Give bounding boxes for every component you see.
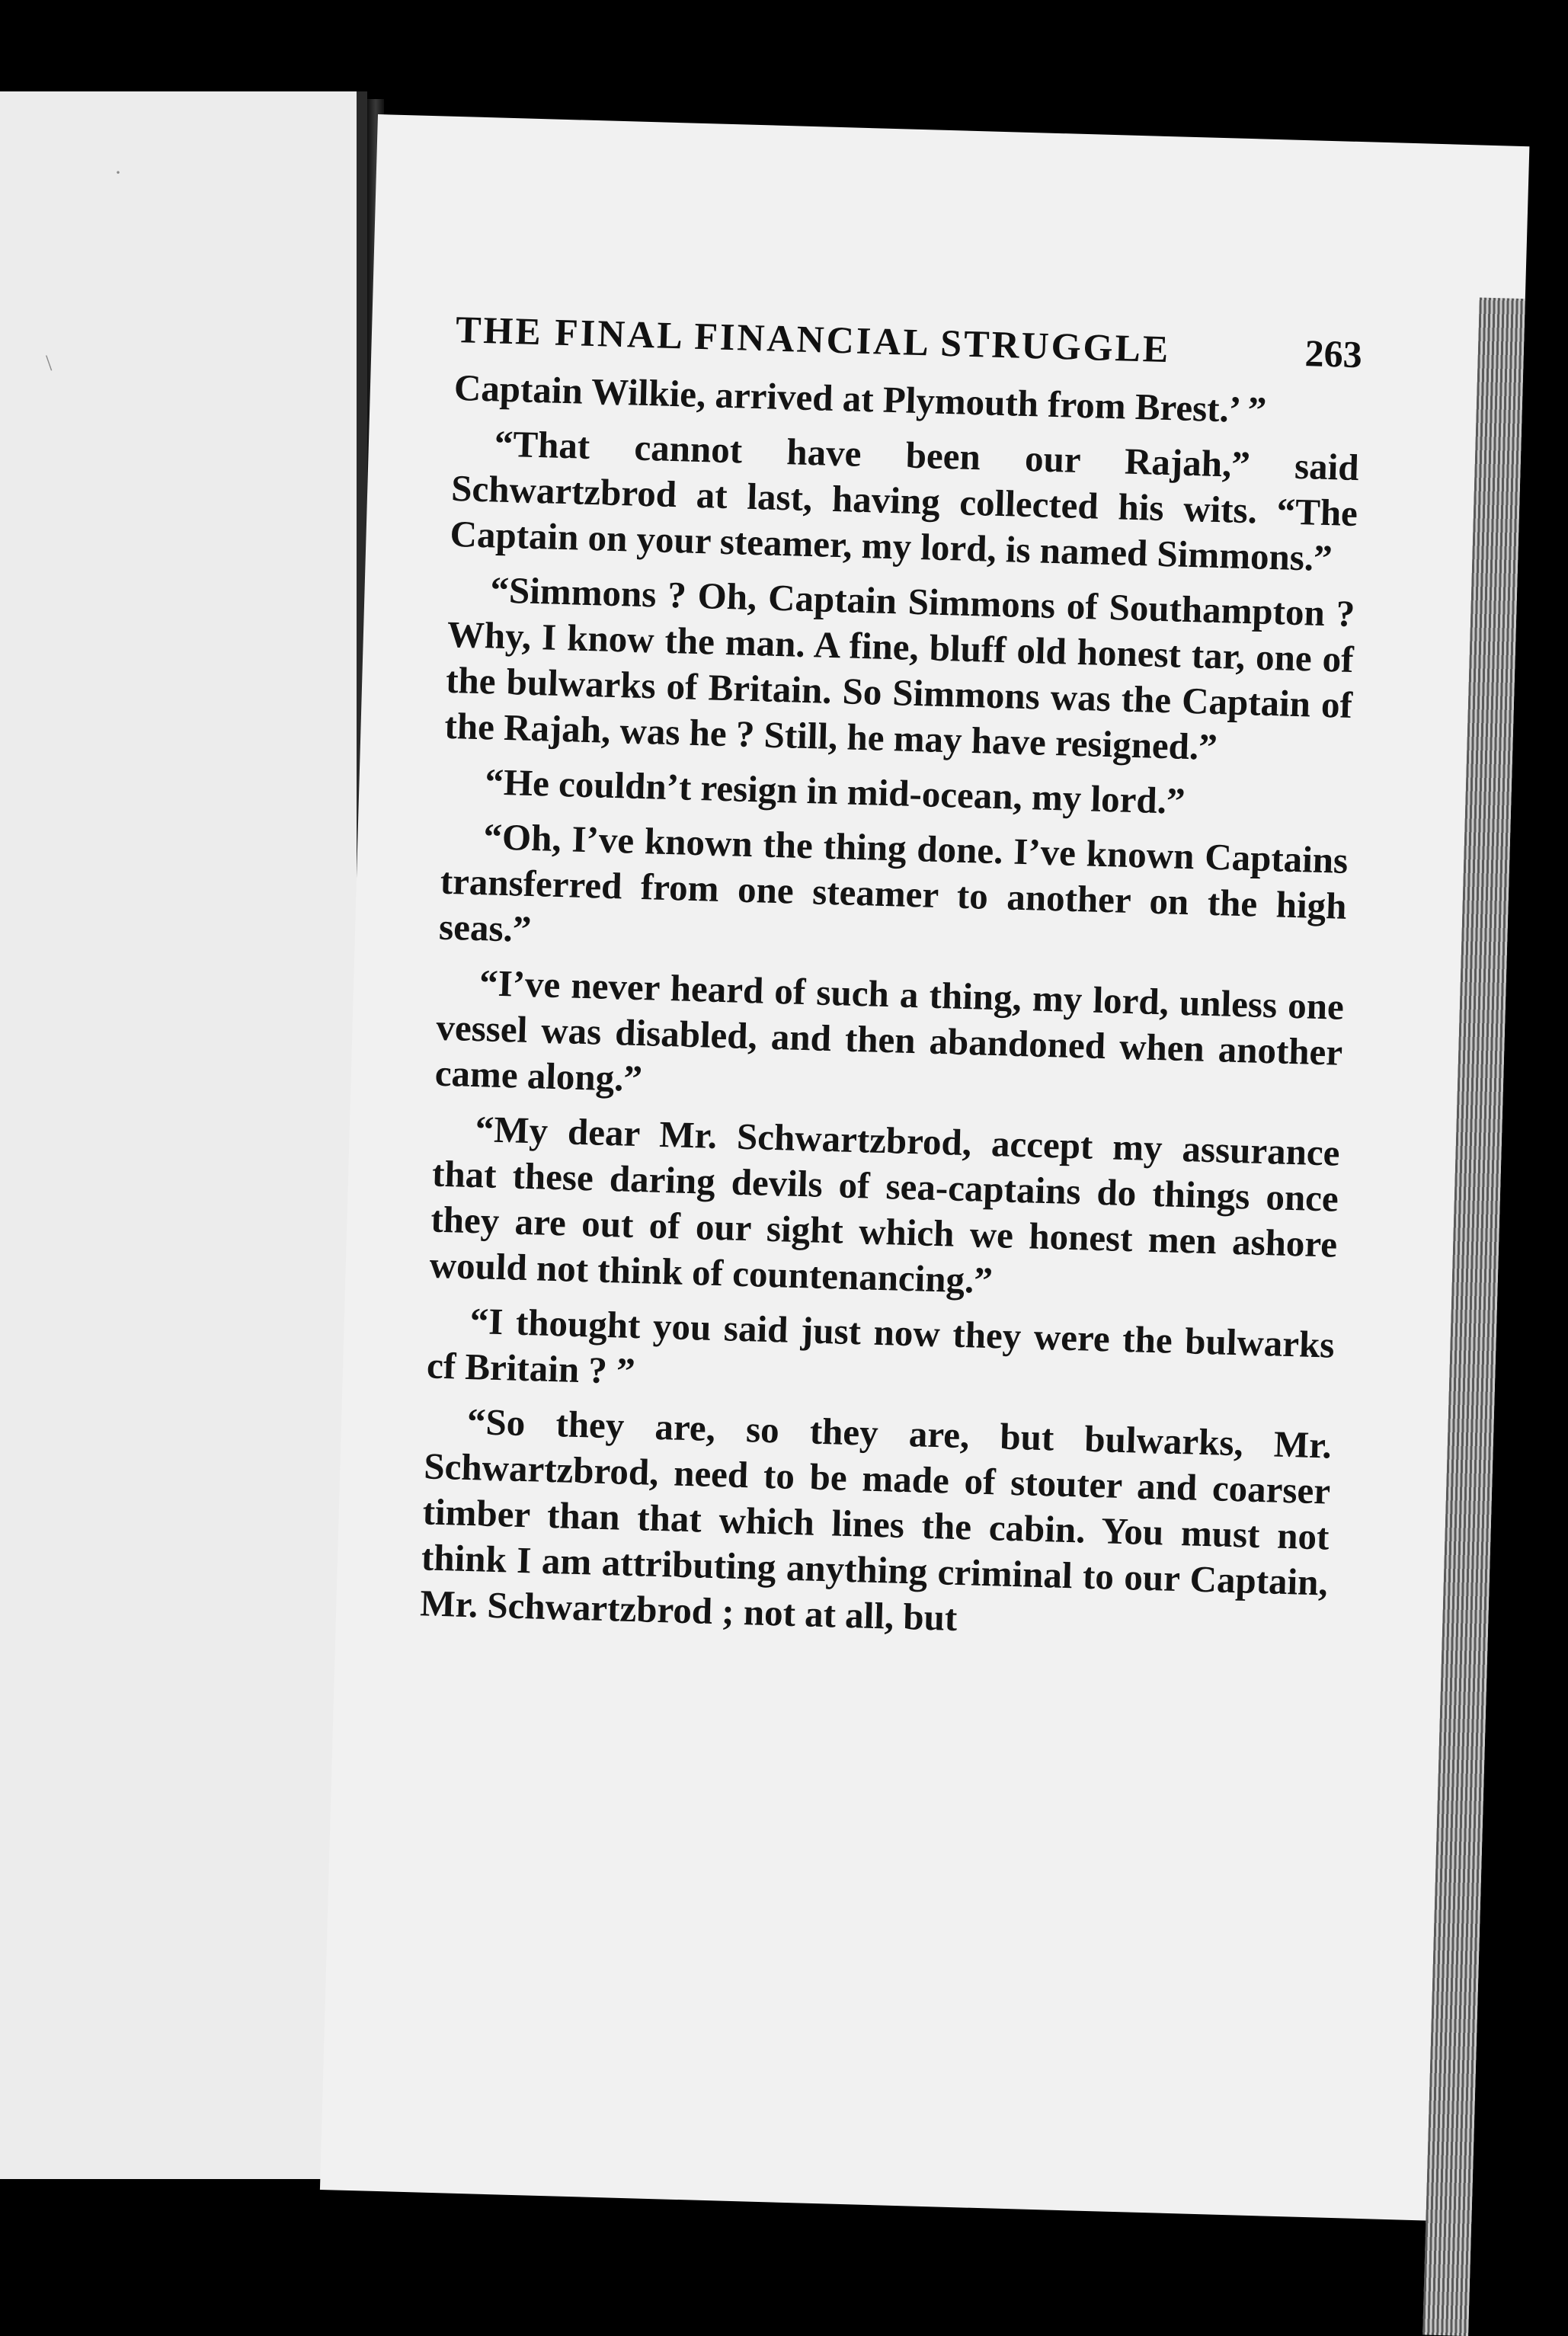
left-page xyxy=(0,91,367,2179)
running-head xyxy=(455,307,1362,376)
paragraph: “Simmons ? Oh, Captain Simmons of Southampton ? Why, I know the man. A fine, bluff old honest tar, one of the bulwarks of Britain. So Simmons was the Captain of the Rajah, was he ? Still, he may have resigned.” xyxy=(443,568,1355,769)
page-mark: · xyxy=(114,160,122,185)
running-title: THE FINAL FINANCIAL STRUGGLE xyxy=(455,307,1171,371)
page-content xyxy=(419,307,1362,1661)
paragraph: “My dear Mr. Schwartzbrod, accept my assurance that these daring devils of sea-captains do things once they are out of our sight which we honest men ashore would not think of countenancing.” xyxy=(429,1108,1341,1302)
paragraph: “I thought you said just now they were the bulwarks cf Britain ? ” xyxy=(426,1300,1336,1393)
right-page xyxy=(320,114,1529,2222)
paragraph: “That cannot have been our Rajah,” said Schwartzbrod at last, having collected his wits. “The Captain on your steamer, my lord, is named Simmons.” xyxy=(449,422,1360,580)
paragraph: “I’ve never heard of such a thing, my lord, unless one vessel was disabled, and then abandoned when another came along.” xyxy=(434,962,1345,1100)
body-text xyxy=(420,365,1362,1652)
paragraph: “Oh, I’ve known the thing done. I’ve known Captains transferred from one steamer to another on the high seas.” xyxy=(438,815,1349,951)
paragraph: “He couldn’t resign in mid-ocean, my lord.” xyxy=(484,760,1186,822)
paragraph: Captain Wilkie, arrived at Plymouth from Brest.’ ” xyxy=(453,366,1268,431)
page-mark: \ xyxy=(46,350,53,376)
paragraph: “So they are, so they are, but bulwarks, Mr. Schwartzbrod, need to be made of stouter and coarser timber than that which lines the cabin. You must not think I am attributing anything criminal to our Captain, Mr. Schwartzbrod ; not at all, but xyxy=(419,1400,1333,1639)
page-number: 263 xyxy=(1304,331,1363,376)
page-edge xyxy=(1422,297,1525,2336)
